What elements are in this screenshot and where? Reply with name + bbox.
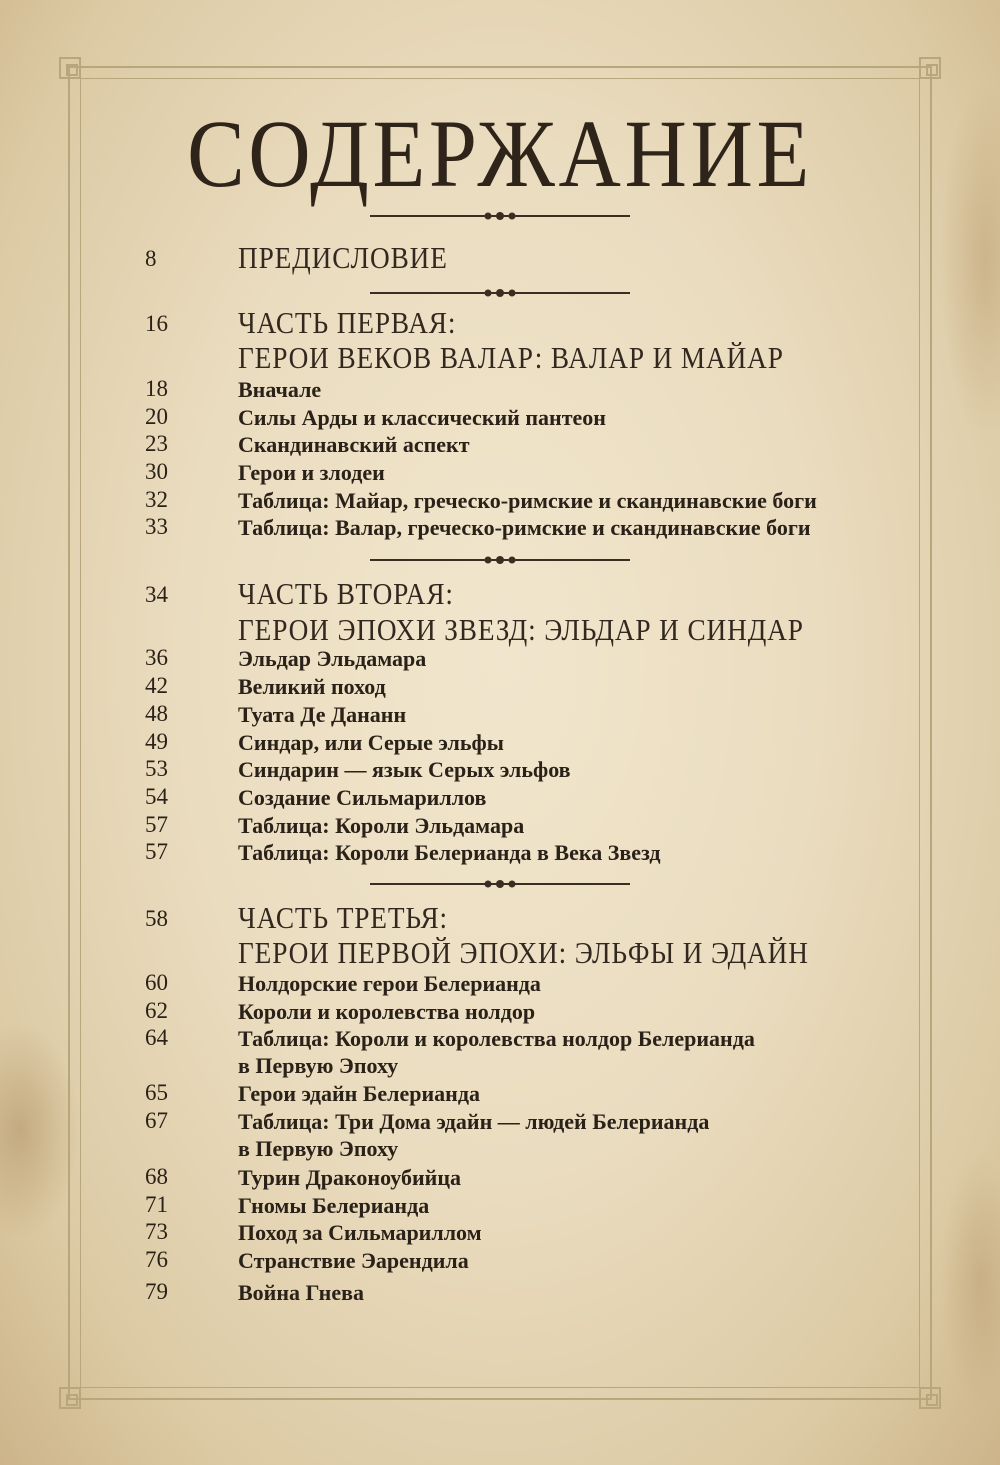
page-number: 53 — [145, 756, 168, 781]
list-item[interactable] — [0, 376, 1000, 406]
list-item[interactable] — [0, 1164, 1000, 1194]
ornament-divider — [360, 208, 640, 224]
page-number: 20 — [145, 404, 168, 429]
entry-title: Таблица: Короли Эльдамара — [238, 813, 525, 838]
page-number: 68 — [145, 1164, 168, 1189]
page-number: 54 — [145, 784, 168, 809]
toc-part-title — [0, 340, 1000, 375]
list-item[interactable] — [0, 729, 1000, 759]
list-item[interactable] — [0, 673, 1000, 703]
list-item[interactable] — [0, 970, 1000, 1000]
entry-title: Турин Драконоубийца — [238, 1165, 461, 1190]
entry-title: Гномы Белерианда — [238, 1193, 430, 1218]
page-number: 16 — [145, 311, 168, 336]
part-label: ЧАСТЬ ПЕРВАЯ: — [238, 305, 457, 340]
page-number: 8 — [145, 246, 157, 271]
list-item[interactable] — [0, 756, 1000, 786]
list-item[interactable] — [0, 1247, 1000, 1277]
ornament-divider — [360, 876, 640, 892]
entry-title: Короли и королевства нолдор — [238, 999, 536, 1024]
list-item[interactable] — [0, 1219, 1000, 1249]
list-item[interactable] — [0, 645, 1000, 675]
entry-title: Таблица: Короли и королевства нолдор Белерианда — [238, 1026, 755, 1051]
page-number: 34 — [145, 582, 168, 607]
page-number: 62 — [145, 998, 168, 1023]
part-title: ГЕРОИ ВЕКОВ ВАЛАР: ВАЛАР И МАЙАР — [238, 340, 784, 375]
entry-title: Скандинавский аспект — [238, 432, 470, 457]
section-heading: ПРЕДИСЛОВИЕ — [238, 240, 448, 275]
list-item[interactable] — [0, 998, 1000, 1028]
page-number: 71 — [145, 1192, 168, 1217]
list-item[interactable] — [0, 1279, 1000, 1309]
entry-title: Герои и злодеи — [238, 460, 385, 485]
page-number: 57 — [145, 812, 168, 837]
list-item[interactable] — [0, 487, 1000, 517]
list-item[interactable] — [0, 514, 1000, 544]
part-label: ЧАСТЬ ТРЕТЬЯ: — [238, 900, 449, 935]
frame-corner-ornament — [919, 57, 941, 79]
page-number: 58 — [145, 906, 168, 931]
list-item[interactable] — [0, 1108, 1000, 1164]
part-label: ЧАСТЬ ВТОРАЯ: — [238, 576, 454, 611]
page-number: 30 — [145, 459, 168, 484]
entry-title: Поход за Сильмариллом — [238, 1220, 482, 1245]
page-number: 76 — [145, 1247, 168, 1272]
page-number: 49 — [145, 729, 168, 754]
entry-title: Таблица: Майар, греческо-римские и скандинавские боги — [238, 488, 817, 513]
entry-title: Нолдорские герои Белерианда — [238, 971, 541, 996]
page-number: 79 — [145, 1279, 168, 1304]
page-number: 65 — [145, 1080, 168, 1105]
page-number: 60 — [145, 970, 168, 995]
page-number: 67 — [145, 1108, 168, 1133]
entry-title: Синдарин — язык Серых эльфов — [238, 757, 571, 782]
page-number: 64 — [145, 1025, 168, 1050]
page-number: 32 — [145, 487, 168, 512]
page-number: 48 — [145, 701, 168, 726]
ornament-divider — [360, 285, 640, 301]
part-title: ГЕРОИ ЭПОХИ ЗВЕЗД: ЭЛЬДАР И СИНДАР — [238, 612, 804, 647]
entry-title: Вначале — [238, 377, 322, 402]
entry-title: Эльдар Эльдамара — [238, 646, 427, 671]
entry-title: Герои эдайн Белерианда — [238, 1081, 480, 1106]
frame-corner-ornament — [919, 1387, 941, 1409]
entry-title: Великий поход — [238, 674, 386, 699]
list-item[interactable] — [0, 701, 1000, 731]
frame-corner-ornament — [59, 57, 81, 79]
toc-part-heading[interactable] — [0, 900, 1000, 935]
list-item[interactable] — [0, 1025, 1000, 1081]
entry-title: Война Гнева — [238, 1280, 365, 1305]
entry-title: Таблица: Три Дома эдайн — людей Белерианда — [238, 1109, 710, 1134]
page-number: 33 — [145, 514, 168, 539]
page-number: 23 — [145, 431, 168, 456]
entry-title: Странствие Эарендила — [238, 1248, 469, 1273]
list-item[interactable] — [0, 812, 1000, 842]
entry-title: Синдар, или Серые эльфы — [238, 730, 504, 755]
list-item[interactable] — [0, 404, 1000, 434]
toc-part-title — [0, 935, 1000, 970]
entry-title: Таблица: Валар, греческо-римские и скандинавские боги — [238, 515, 811, 540]
page-number: 73 — [145, 1219, 168, 1244]
entry-title: Силы Арды и классический пантеон — [238, 405, 606, 430]
toc-part-heading[interactable] — [0, 576, 1000, 611]
frame-corner-ornament — [59, 1387, 81, 1409]
entry-title: Создание Сильмариллов — [238, 785, 487, 810]
ornament-divider — [360, 552, 640, 568]
toc-part-heading[interactable] — [0, 305, 1000, 340]
list-item[interactable] — [0, 1080, 1000, 1110]
page-title: СОДЕРЖАНИЕ — [187, 100, 813, 207]
entry-title: Туата Де Дананн — [238, 702, 407, 727]
toc-entry-preface[interactable] — [0, 240, 1000, 275]
entry-title-continued: в Первую Эпоху — [238, 1053, 399, 1078]
page-number: 18 — [145, 376, 168, 401]
list-item[interactable] — [0, 431, 1000, 461]
toc-part-title — [0, 612, 1000, 647]
page-number: 57 — [145, 839, 168, 864]
list-item[interactable] — [0, 784, 1000, 814]
list-item[interactable] — [0, 1192, 1000, 1222]
part-title: ГЕРОИ ПЕРВОЙ ЭПОХИ: ЭЛЬФЫ И ЭДАЙН — [238, 935, 809, 970]
entry-title-continued: в Первую Эпоху — [238, 1136, 399, 1161]
page-number: 42 — [145, 673, 168, 698]
list-item[interactable] — [0, 839, 1000, 869]
entry-title: Таблица: Короли Белерианда в Века Звезд — [238, 840, 661, 865]
page-number: 36 — [145, 645, 168, 670]
list-item[interactable] — [0, 459, 1000, 489]
